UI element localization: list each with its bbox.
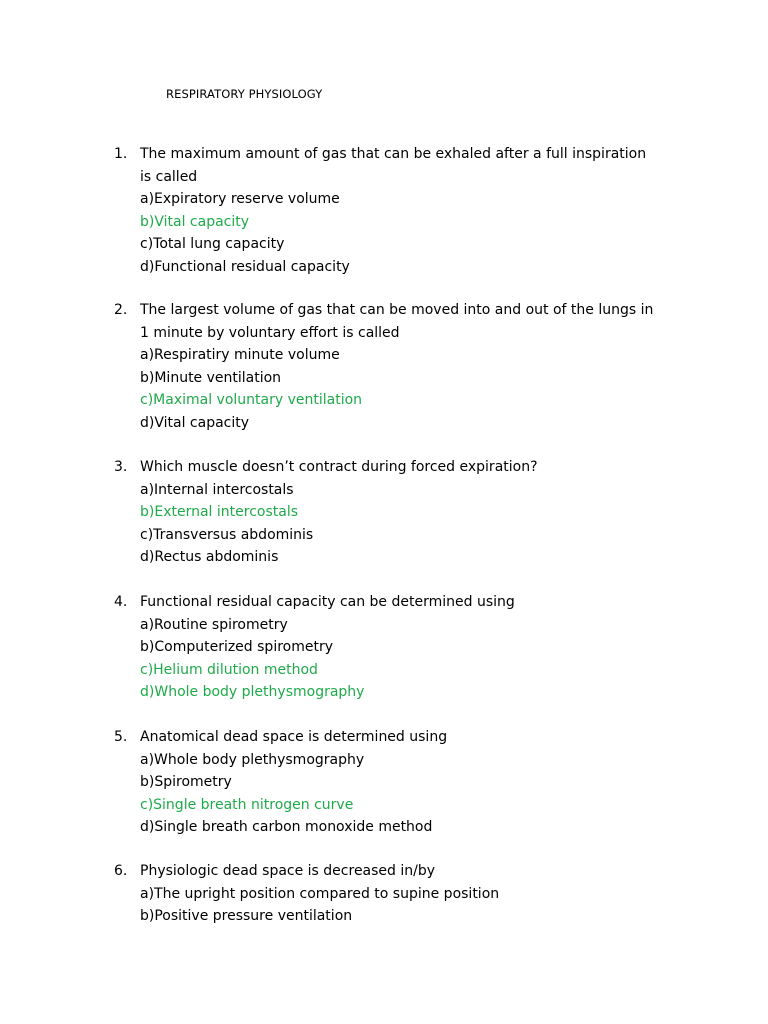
question-number: 3.: [114, 459, 128, 475]
document-title: RESPIRATORY PHYSIOLOGY: [166, 87, 323, 101]
answer-option-correct: d)Whole body plethysmography: [140, 684, 365, 700]
question-body: [140, 726, 685, 839]
answer-option-correct: c)Helium dilution method: [140, 661, 318, 678]
answer-option-correct: c)Single breath nitrogen curve: [140, 796, 354, 813]
question-stem-line: The maximum amount of gas that can be exhaled after a full inspiration: [140, 146, 647, 162]
question-body: [140, 860, 685, 928]
question-stem-line: Which muscle doesn’t contract during forced expiration?: [140, 459, 538, 475]
answer-option: a)Whole body plethysmography: [140, 751, 365, 768]
answer-option: d)Single breath carbon monoxide method: [140, 819, 433, 835]
answer-option-correct: c)Maximal voluntary ventilation: [140, 392, 363, 408]
question-number: 2.: [114, 302, 128, 318]
question-stem-line: Physiologic dead space is decreased in/by: [140, 863, 436, 879]
question-body: [140, 143, 685, 278]
question-stem-line: The largest volume of gas that can be moved into and out of the lungs in: [140, 302, 654, 318]
answer-option: d)Rectus abdominis: [140, 549, 279, 565]
answer-option: d)Vital capacity: [140, 414, 250, 431]
question-number: 4.: [114, 594, 128, 610]
answer-option: a)Internal intercostals: [140, 481, 294, 498]
answer-option: a)Respiratiry minute volume: [140, 347, 340, 363]
answer-option: b)Minute ventilation: [140, 369, 282, 386]
answer-option: b)Computerized spirometry: [140, 639, 333, 655]
question-stem-line: Functional residual capacity can be determined using: [140, 594, 515, 610]
question-number: 6.: [114, 863, 128, 879]
answer-option: c)Transversus abdominis: [140, 526, 314, 543]
answer-option: c)Total lung capacity: [140, 236, 285, 252]
answer-option: a)Expiratory reserve volume: [140, 191, 340, 207]
question-body: [140, 299, 685, 434]
answer-option-correct: b)External intercostals: [140, 504, 299, 520]
question-stem-line: 1 minute by voluntary effort is called: [140, 324, 400, 341]
question-number: 5.: [114, 729, 128, 745]
answer-option: b)Spirometry: [140, 774, 232, 790]
question-stem-line: Anatomical dead space is determined using: [140, 729, 448, 745]
answer-option: a)The upright position compared to supine position: [140, 885, 500, 902]
question-body: [140, 591, 685, 704]
question-body: [140, 456, 685, 569]
question-number: 1.: [114, 146, 128, 162]
answer-option: b)Positive pressure ventilation: [140, 908, 353, 924]
question-stem-line: is called: [140, 168, 198, 185]
answer-option-correct: b)Vital capacity: [140, 213, 250, 230]
answer-option: a)Routine spirometry: [140, 616, 288, 633]
answer-option: d)Functional residual capacity: [140, 258, 350, 275]
